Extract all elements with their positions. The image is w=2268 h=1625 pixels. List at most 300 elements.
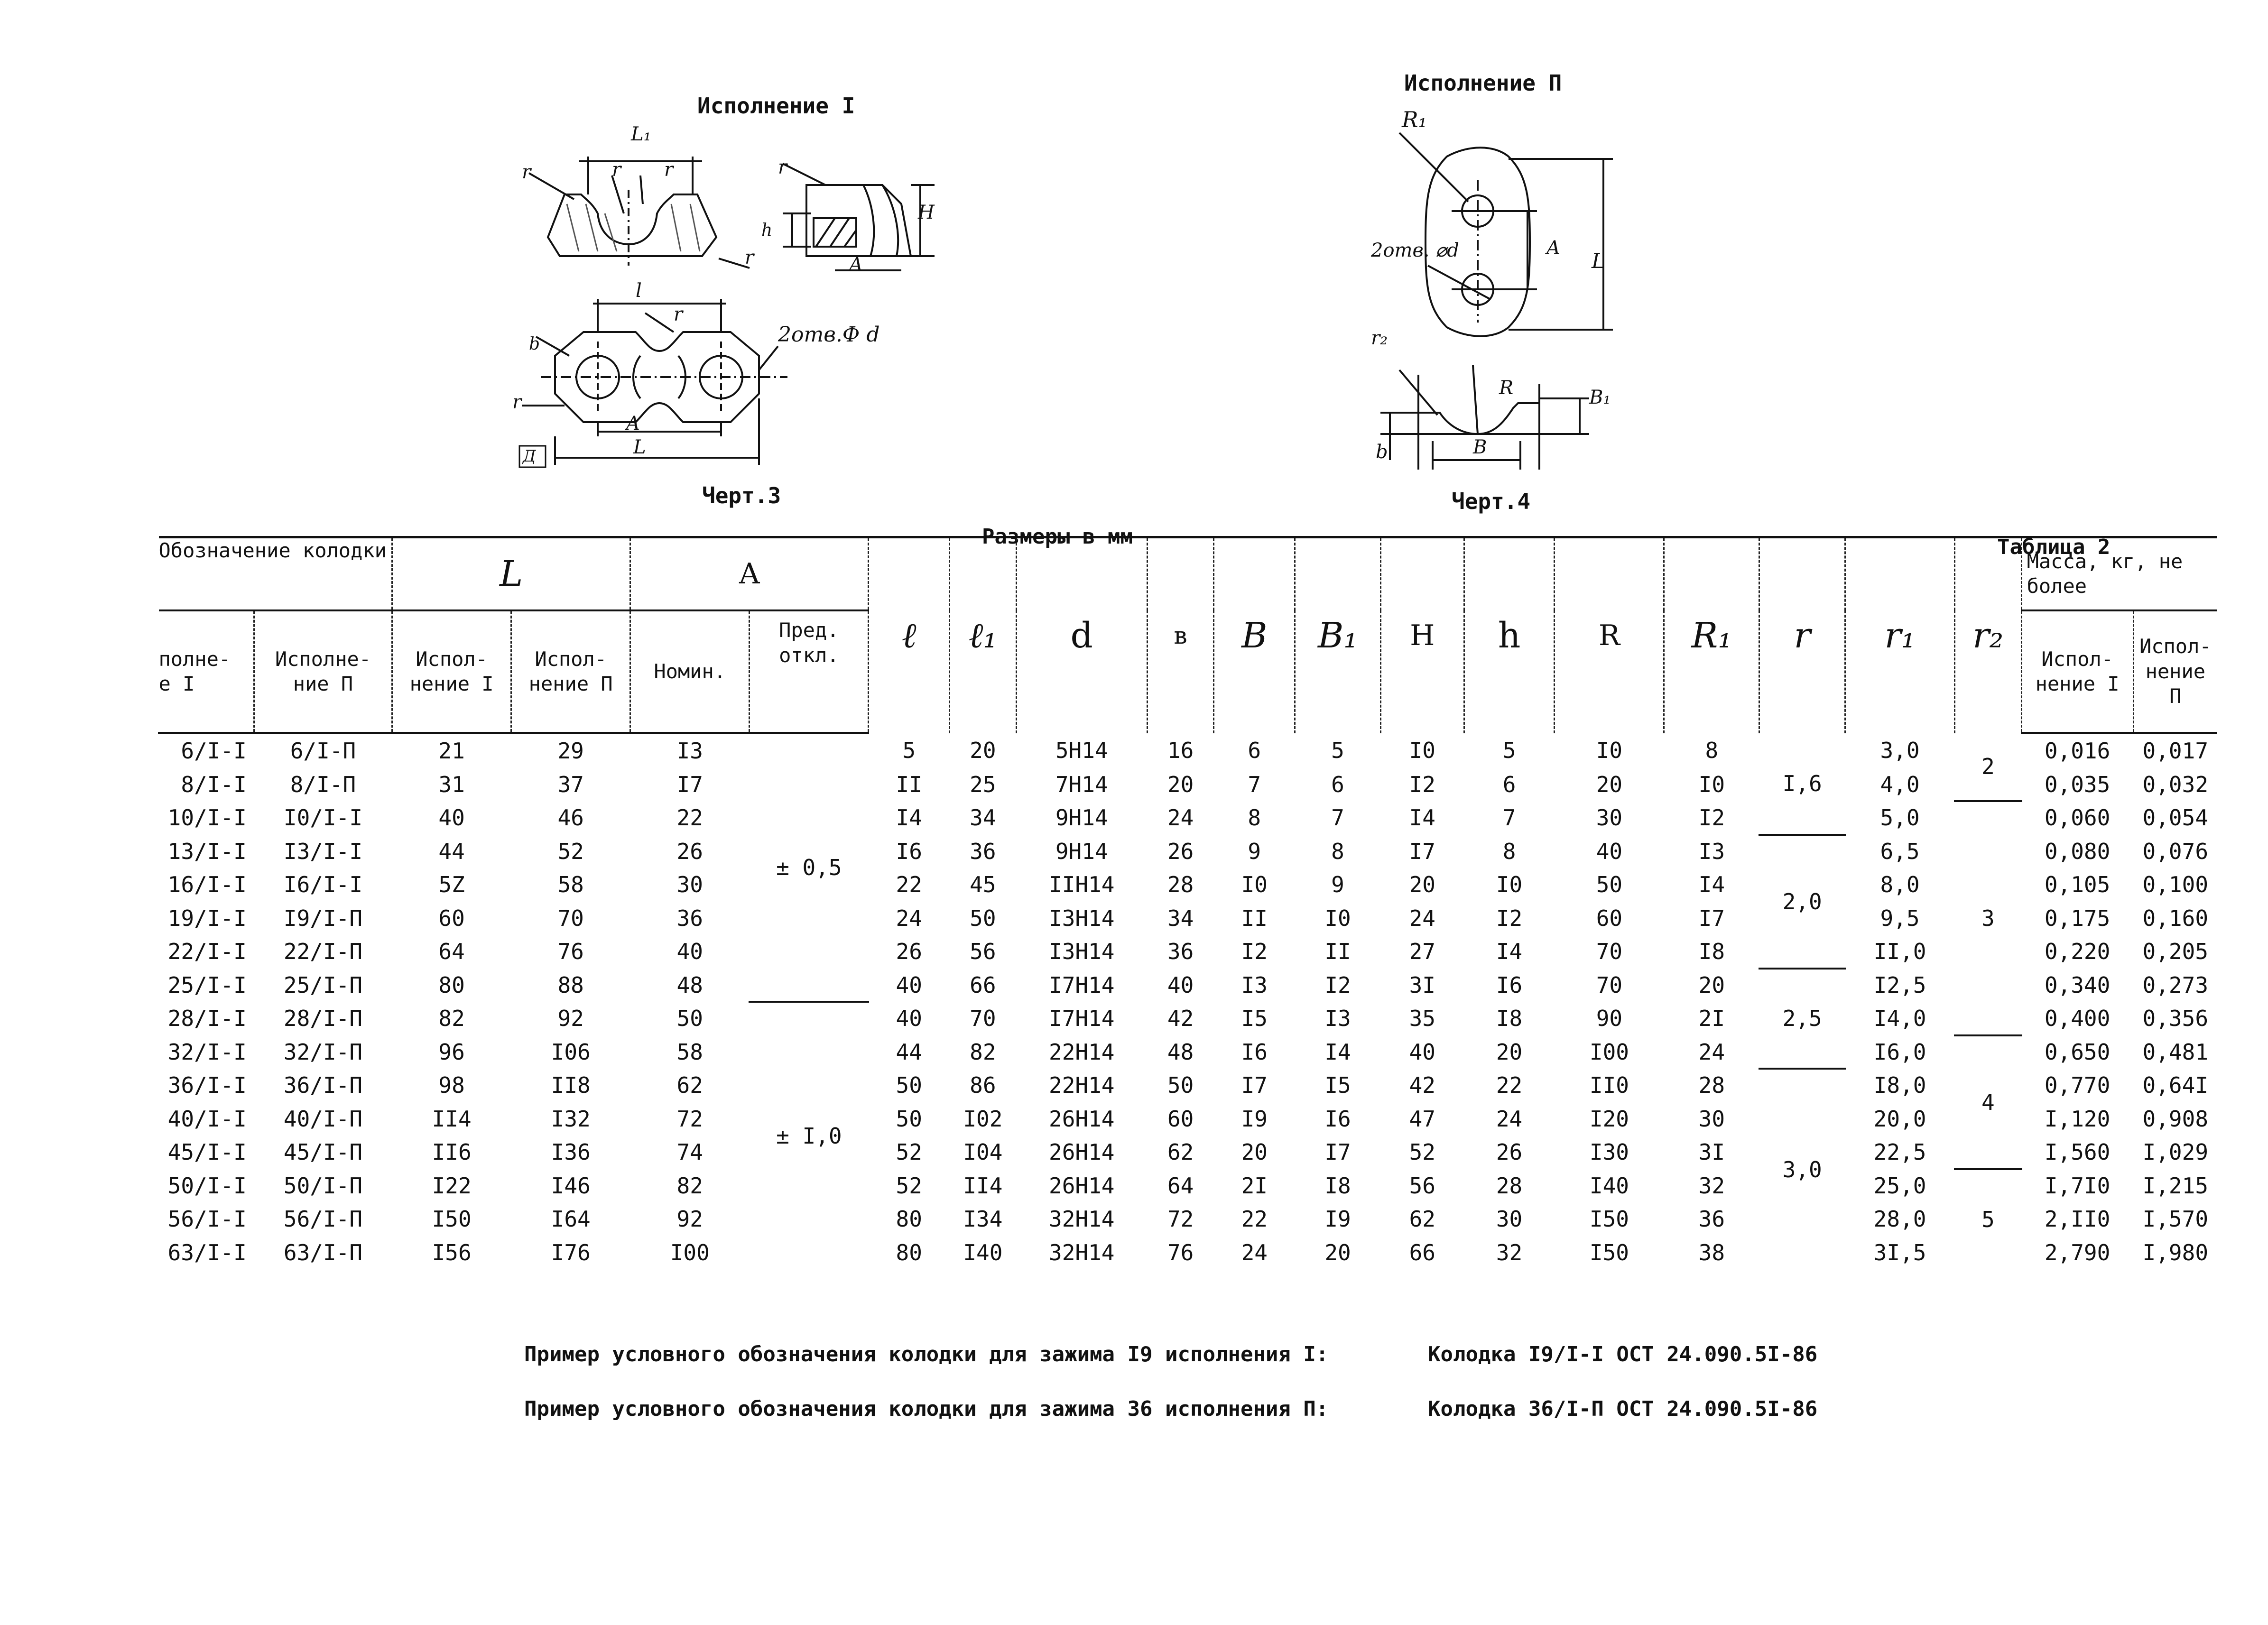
cell-d: 22H14 [1049,1072,1115,1099]
cell-B: I7 [1241,1072,1268,1099]
cell-R: 20 [1596,771,1623,797]
handwritten-size: 63 [167,1239,194,1265]
cell-R1: I2 [1698,805,1725,831]
cell-l: 24 [896,905,922,931]
header-L-exec1: Испол- нение I [392,610,511,733]
cell-b: 50 [1167,1072,1194,1099]
designation-exec1 [159,801,254,835]
chert-4-label: Черт.4 [1452,489,1531,514]
cell-mass-exec1: 0,105 [2044,872,2111,898]
cell-l: 40 [896,1006,922,1032]
table-row [159,902,2217,935]
cell-R1: 28 [1698,1072,1725,1099]
header-mass-exec1: Испол- нение I [2021,610,2133,733]
cell-h: 28 [1496,1173,1523,1199]
cell-H: 40 [1409,1039,1435,1065]
header-A-tol: Пред. откл. [750,610,869,733]
cell-r1: 6,5 [1880,838,1920,864]
units-caption: Размеры в мм [982,525,1133,549]
cell-H: I7 [1409,838,1435,864]
cell-r1: 5,0 [1880,805,1920,831]
cell-h: I0 [1496,872,1523,898]
cell-A-nom: 30 [676,872,703,898]
fig4-label-b: b [1376,441,1388,463]
cell-H: 56 [1409,1173,1435,1199]
execution-2-title: Исполнение П [1404,70,1562,96]
cell-mass-exec2: 0,908 [2142,1106,2209,1132]
designation-exec2: I3/I-I [283,838,363,864]
cell-B: 9 [1248,838,1261,864]
example-2-code: Колодка 36/I-П ОСТ 24.090.5I-86 [1428,1397,1818,1421]
cell-h: 7 [1502,805,1516,831]
cell-R1: I8 [1698,939,1725,965]
cell-L-exec2: 37 [557,771,584,797]
cell-l: I4 [896,805,922,831]
header-L-exec2: Испол- нение П [511,610,630,733]
cell-l: 80 [896,1206,922,1232]
cell-r1: II,0 [1873,939,1926,965]
cell-mass-exec1: I,120 [2044,1106,2111,1132]
cell-A-nom: 40 [676,939,703,965]
cell-L-exec2: I36 [551,1139,591,1165]
fig3-label-b: b [529,334,540,354]
cell-h: 30 [1496,1206,1523,1232]
handwritten-size: 25 [167,972,194,998]
cell-B: I3 [1241,972,1268,998]
cell-R1: I3 [1698,838,1725,864]
fig3-label-L1: L₁ [631,123,651,145]
cell-mass-exec1: 0,340 [2044,972,2111,998]
cell-h: 24 [1496,1106,1523,1132]
cell-R: 30 [1596,805,1623,831]
cell-mass-exec2: 0,054 [2142,805,2209,831]
header-r1: r₁ [1845,537,1955,733]
cell-A-nom: 82 [676,1173,703,1199]
header-r2: r₂ [1955,537,2022,733]
cell-mass-exec1: 0,016 [2044,738,2111,764]
cell-mass-exec2: I,570 [2142,1206,2209,1232]
table-row [159,801,2217,835]
fig3-label-r-left: r [522,161,531,183]
cell-l1: 45 [970,872,996,898]
cell-A-nom: I7 [676,771,703,797]
fig3-label-r-plan: r [674,304,683,325]
header-B: B [1214,537,1295,733]
fig3-label-h: h [761,221,773,240]
cell-b: 60 [1167,1106,1194,1132]
fig3-label-A-side: A [849,254,863,276]
cell-A-nom: 22 [676,805,703,831]
cell-mass-exec1: 0,175 [2044,905,2111,931]
cell-l1: 36 [970,838,996,864]
cell-b: 64 [1167,1173,1194,1199]
cell-B1: II [1324,939,1351,965]
cell-A-nom: 72 [676,1106,703,1132]
cell-L-exec2: II8 [551,1072,591,1099]
cell-B1: I5 [1324,1072,1351,1099]
header-d: d [1016,537,1147,733]
cell-B: I9 [1241,1106,1268,1132]
cell-L-exec1: 60 [438,905,465,931]
cell-B: 24 [1241,1239,1268,1265]
designation-exec1 [159,1236,254,1270]
handwritten-size: 50 [167,1173,194,1199]
cell-R: 60 [1596,905,1623,931]
cell-R: I0 [1596,738,1623,763]
cell-A-nom: 48 [676,972,703,998]
designation-exec1-suffix: /I-I [194,1206,247,1232]
cell-mass-exec2: 0,076 [2142,838,2209,864]
cell-mass-exec2: 0,160 [2142,905,2209,931]
fig3-label-r-side: r [778,157,787,178]
cell-l: 26 [896,939,922,965]
cell-H: 66 [1409,1239,1435,1265]
header-A: A [630,537,869,611]
table-row [159,935,2217,969]
cell-mass-exec1: 0,650 [2044,1039,2111,1065]
cell-r1: 3,0 [1880,738,1920,763]
cell-l1: I04 [963,1139,1003,1165]
fig3-label-r-plan-left: r [512,391,522,413]
handwritten-size: 28 [167,1006,194,1032]
cell-r1: 9,5 [1880,905,1920,931]
header-l1: ℓ₁ [950,537,1017,733]
cell-B1: I0 [1324,905,1351,931]
cell-b: 26 [1167,838,1194,864]
example-2-text: Пример условного обозначения колодки для зажима 36 исполнения П: [524,1397,1329,1421]
cell-A-nom: 92 [676,1206,703,1232]
fig3-label-r-mid: r [664,159,674,181]
table-row [159,1102,2217,1136]
cell-A-nom: 26 [676,838,703,864]
cell-B: I6 [1241,1039,1268,1065]
cell-d: 32H14 [1049,1206,1115,1232]
cell-mass-exec1: 2,790 [2044,1239,2111,1265]
cell-l1: II4 [963,1173,1003,1199]
cell-R: 70 [1596,972,1623,998]
cell-L-exec2: I46 [551,1173,591,1199]
cell-R: 70 [1596,939,1623,965]
cell-B1: 9 [1331,872,1344,898]
cell-d: 26H14 [1049,1173,1115,1199]
cell-B: I0 [1241,872,1268,898]
handwritten-size: 45 [167,1139,194,1165]
cell-mass-exec1: 0,770 [2044,1072,2111,1099]
table-row [159,1035,2217,1069]
cell-mass-exec2: I,215 [2142,1173,2209,1199]
cell-l1: 66 [970,972,996,998]
cell-A-tol: ± 0,5 [750,733,869,1002]
cell-b: 28 [1167,872,1194,898]
cell-l: 52 [896,1173,922,1199]
handwritten-size: 8 [181,771,194,797]
cell-mass-exec1: 0,080 [2044,838,2111,864]
cell-b: 42 [1167,1006,1194,1032]
table-row [159,835,2217,868]
cell-R1: 24 [1698,1039,1725,1065]
cell-L-exec1: 96 [438,1039,465,1065]
cell-r: 2,0 [1759,835,1845,969]
cell-R1: I0 [1698,771,1725,797]
cell-H: I2 [1409,771,1435,797]
header-L: L [392,537,630,611]
header-R1: R₁ [1664,537,1759,733]
fig4-label-holes: 2отв. ⌀d [1371,240,1459,261]
cell-mass-exec2: I,980 [2142,1239,2209,1265]
cell-B1: 20 [1324,1239,1351,1265]
cell-b: 24 [1167,805,1194,831]
designation-exec2: 25/I-П [283,972,363,998]
cell-b: 48 [1167,1039,1194,1065]
designation-exec1-suffix: /I-I [194,805,247,831]
cell-H: 24 [1409,905,1435,931]
cell-l: 50 [896,1072,922,1099]
cell-L-exec2: 70 [557,905,584,931]
cell-l1: I02 [963,1106,1003,1132]
cell-r: I,6 [1759,733,1845,835]
cell-R1: 8 [1705,738,1719,763]
cell-A-nom: 36 [676,905,703,931]
table-row [159,1136,2217,1169]
execution-1-title: Исполнение I [697,93,855,119]
cell-L-exec1: 64 [438,939,465,965]
cell-r1: 20,0 [1873,1106,1926,1132]
cell-b: 34 [1167,905,1194,931]
designation-exec1 [159,1102,254,1136]
cell-B: 8 [1248,805,1261,831]
cell-L-exec1: 98 [438,1072,465,1099]
cell-L-exec2: 46 [557,805,584,831]
table-row [159,868,2217,902]
designation-exec1 [159,733,254,768]
cell-l1: 86 [970,1072,996,1099]
cell-r1: I2,5 [1873,972,1926,998]
cell-H: I0 [1409,738,1435,763]
cell-R: 40 [1596,838,1623,864]
cell-R: I30 [1589,1139,1629,1165]
header-l: ℓ [869,537,950,733]
cell-L-exec1: 40 [438,805,465,831]
fig3-label-r-right: r [745,247,754,268]
cell-r1: 28,0 [1873,1206,1926,1232]
cell-h: 32 [1496,1239,1523,1265]
table-row [159,1202,2217,1236]
table-row [159,1002,2217,1035]
designation-exec1-suffix: /I-I [194,838,247,864]
cell-B1: 8 [1331,838,1344,864]
cell-R1: 30 [1698,1106,1725,1132]
fig4-label-R: R [1499,377,1514,399]
figure-3-plan [503,285,977,484]
cell-R: 90 [1596,1006,1623,1032]
handwritten-size: 16 [167,872,194,898]
cell-H: 35 [1409,1006,1435,1032]
cell-r2: 4 [1955,1035,2022,1169]
cell-l: I6 [896,838,922,864]
cell-d: IIH14 [1049,872,1115,898]
cell-h: 5 [1502,738,1516,763]
designation-exec1-suffix: /I-I [194,771,247,797]
cell-L-exec2: I64 [551,1206,591,1232]
cell-l1: 56 [970,939,996,965]
header-b-small: в [1147,537,1214,733]
cell-h: 8 [1502,838,1516,864]
designation-exec1 [159,835,254,868]
designation-exec1-suffix: /I-I [194,1006,247,1032]
header-B1: B₁ [1295,537,1381,733]
cell-B1: I3 [1324,1006,1351,1032]
cell-H: 27 [1409,939,1435,965]
cell-A-nom: I3 [676,738,703,764]
cell-d: 32H14 [1049,1239,1115,1265]
cell-L-exec1: 21 [438,738,465,764]
cell-R: I40 [1589,1173,1629,1199]
cell-r1: 25,0 [1873,1173,1926,1199]
fig4-label-B: B [1473,436,1487,458]
table-caption: Таблица 2 [1997,535,2111,559]
cell-L-exec1: II6 [432,1139,472,1165]
cell-b: 72 [1167,1206,1194,1232]
cell-h: 22 [1496,1072,1523,1099]
cell-A-nom: 62 [676,1072,703,1099]
designation-exec1-suffix: /I-I [194,1173,247,1199]
cell-mass-exec1: 2,II0 [2044,1206,2111,1232]
header-mass-exec2: Испол- нение П [2133,610,2217,733]
cell-H: 52 [1409,1139,1435,1165]
table-row [159,969,2217,1002]
fig4-label-L: L [1592,249,1606,273]
cell-R: I00 [1589,1039,1629,1065]
header-r: r [1759,537,1845,733]
cell-l: 50 [896,1106,922,1132]
fig3-label-A-plan: A [626,413,640,434]
handwritten-size: 36 [167,1072,194,1099]
cell-R1: 38 [1698,1239,1725,1265]
cell-H: 47 [1409,1106,1435,1132]
cell-B: 20 [1241,1139,1268,1165]
designation-exec2: I0/I-I [283,805,363,831]
cell-H: 20 [1409,872,1435,898]
cell-mass-exec1: 0,400 [2044,1006,2111,1032]
cell-l: 52 [896,1139,922,1165]
handwritten-size: 40 [167,1106,194,1132]
cell-l: 44 [896,1039,922,1065]
cell-b: 76 [1167,1239,1194,1265]
cell-L-exec1: I50 [432,1206,472,1232]
cell-B: 6 [1248,738,1261,763]
cell-R1: 3I [1698,1139,1725,1165]
cell-h: I6 [1496,972,1523,998]
cell-b: 62 [1167,1139,1194,1165]
cell-r1: 4,0 [1880,771,1920,797]
cell-L-exec2: 29 [557,738,584,764]
cell-R: II0 [1589,1072,1629,1099]
cell-d: 22H14 [1049,1039,1115,1065]
header-A-nom: Номин. [630,610,750,733]
cell-b: 36 [1167,939,1194,965]
cell-L-exec1: I22 [432,1173,472,1199]
cell-r1: I6,0 [1873,1039,1926,1065]
cell-r: 3,0 [1782,1156,1822,1182]
cell-h: 20 [1496,1039,1523,1065]
cell-b: 16 [1167,738,1194,763]
cell-B: II [1241,905,1268,931]
header-mass: Масса, кг, не более [2021,537,2217,611]
designation-exec2: 36/I-П [283,1072,363,1099]
cell-h: I2 [1496,905,1523,931]
designation-exec1-suffix: /I-I [194,905,247,931]
header-exec1: полне- е I [159,610,254,733]
cell-B1: I8 [1324,1173,1351,1199]
cell-L-exec2: I32 [551,1106,591,1132]
cell-B1: I4 [1324,1039,1351,1065]
table-row [159,1069,2217,1102]
header-designation: Обозначение колодки [159,537,392,611]
cell-mass-exec2: 0,017 [2142,738,2209,764]
cell-B1: I7 [1324,1139,1351,1165]
cell-mass-exec2: 0,205 [2142,939,2209,965]
designation-exec1 [159,935,254,969]
cell-l1: 20 [970,738,996,763]
handwritten-size: 19 [167,905,194,931]
designation-exec2: I6/I-I [283,872,363,898]
fig4-label-B1: B₁ [1589,387,1611,408]
figure-4 [1361,100,1627,489]
cell-R1: 2I [1698,1006,1725,1032]
cell-mass-exec2: 0,481 [2142,1039,2209,1065]
cell-L-exec2: I06 [551,1039,591,1065]
designation-exec2: 40/I-П [283,1106,363,1132]
example-1-code: Колодка I9/I-I ОСТ 24.090.5I-86 [1428,1342,1818,1366]
cell-L-exec1: 31 [438,771,465,797]
cell-R: 50 [1596,872,1623,898]
cell-mass-exec2: 0,356 [2142,1006,2209,1032]
cell-d: 7H14 [1055,771,1108,797]
designation-exec2: 45/I-П [283,1139,363,1165]
cell-L-exec1: 44 [438,838,465,864]
fig3-label-datum: Д [523,447,536,466]
cell-B1: I9 [1324,1206,1351,1232]
cell-h: 6 [1502,771,1516,797]
cell-B: 7 [1248,771,1261,797]
cell-B1: I2 [1324,972,1351,998]
designation-exec1-suffix: /I-I [194,738,247,764]
dimensions-table [158,536,2217,1269]
cell-L-exec1: 5Z [438,872,465,898]
cell-mass-exec1: I,560 [2044,1139,2111,1165]
designation-exec1-suffix: /I-I [194,939,247,965]
designation-exec2: 32/I-П [283,1039,363,1065]
cell-h: I4 [1496,939,1523,965]
cell-b: 20 [1167,771,1194,797]
cell-r1: 3I,5 [1873,1239,1926,1265]
fig3-label-holes: 2отв.Ф d [778,323,880,347]
designation-exec2: 50/I-П [283,1173,363,1199]
designation-exec1 [159,969,254,1002]
cell-A-nom: 58 [676,1039,703,1065]
cell-L-exec2: 88 [557,972,584,998]
cell-h: 26 [1496,1139,1523,1165]
cell-L-exec2: 92 [557,1006,584,1032]
designation-exec1 [159,868,254,902]
cell-mass-exec1: 0,220 [2044,939,2111,965]
designation-exec1 [159,902,254,935]
cell-H: 42 [1409,1072,1435,1099]
cell-L-exec1: II4 [432,1106,472,1132]
cell-L-exec2: 52 [557,838,584,864]
cell-mass-exec2: I,029 [2142,1139,2209,1165]
fig3-label-l: l [636,280,642,302]
